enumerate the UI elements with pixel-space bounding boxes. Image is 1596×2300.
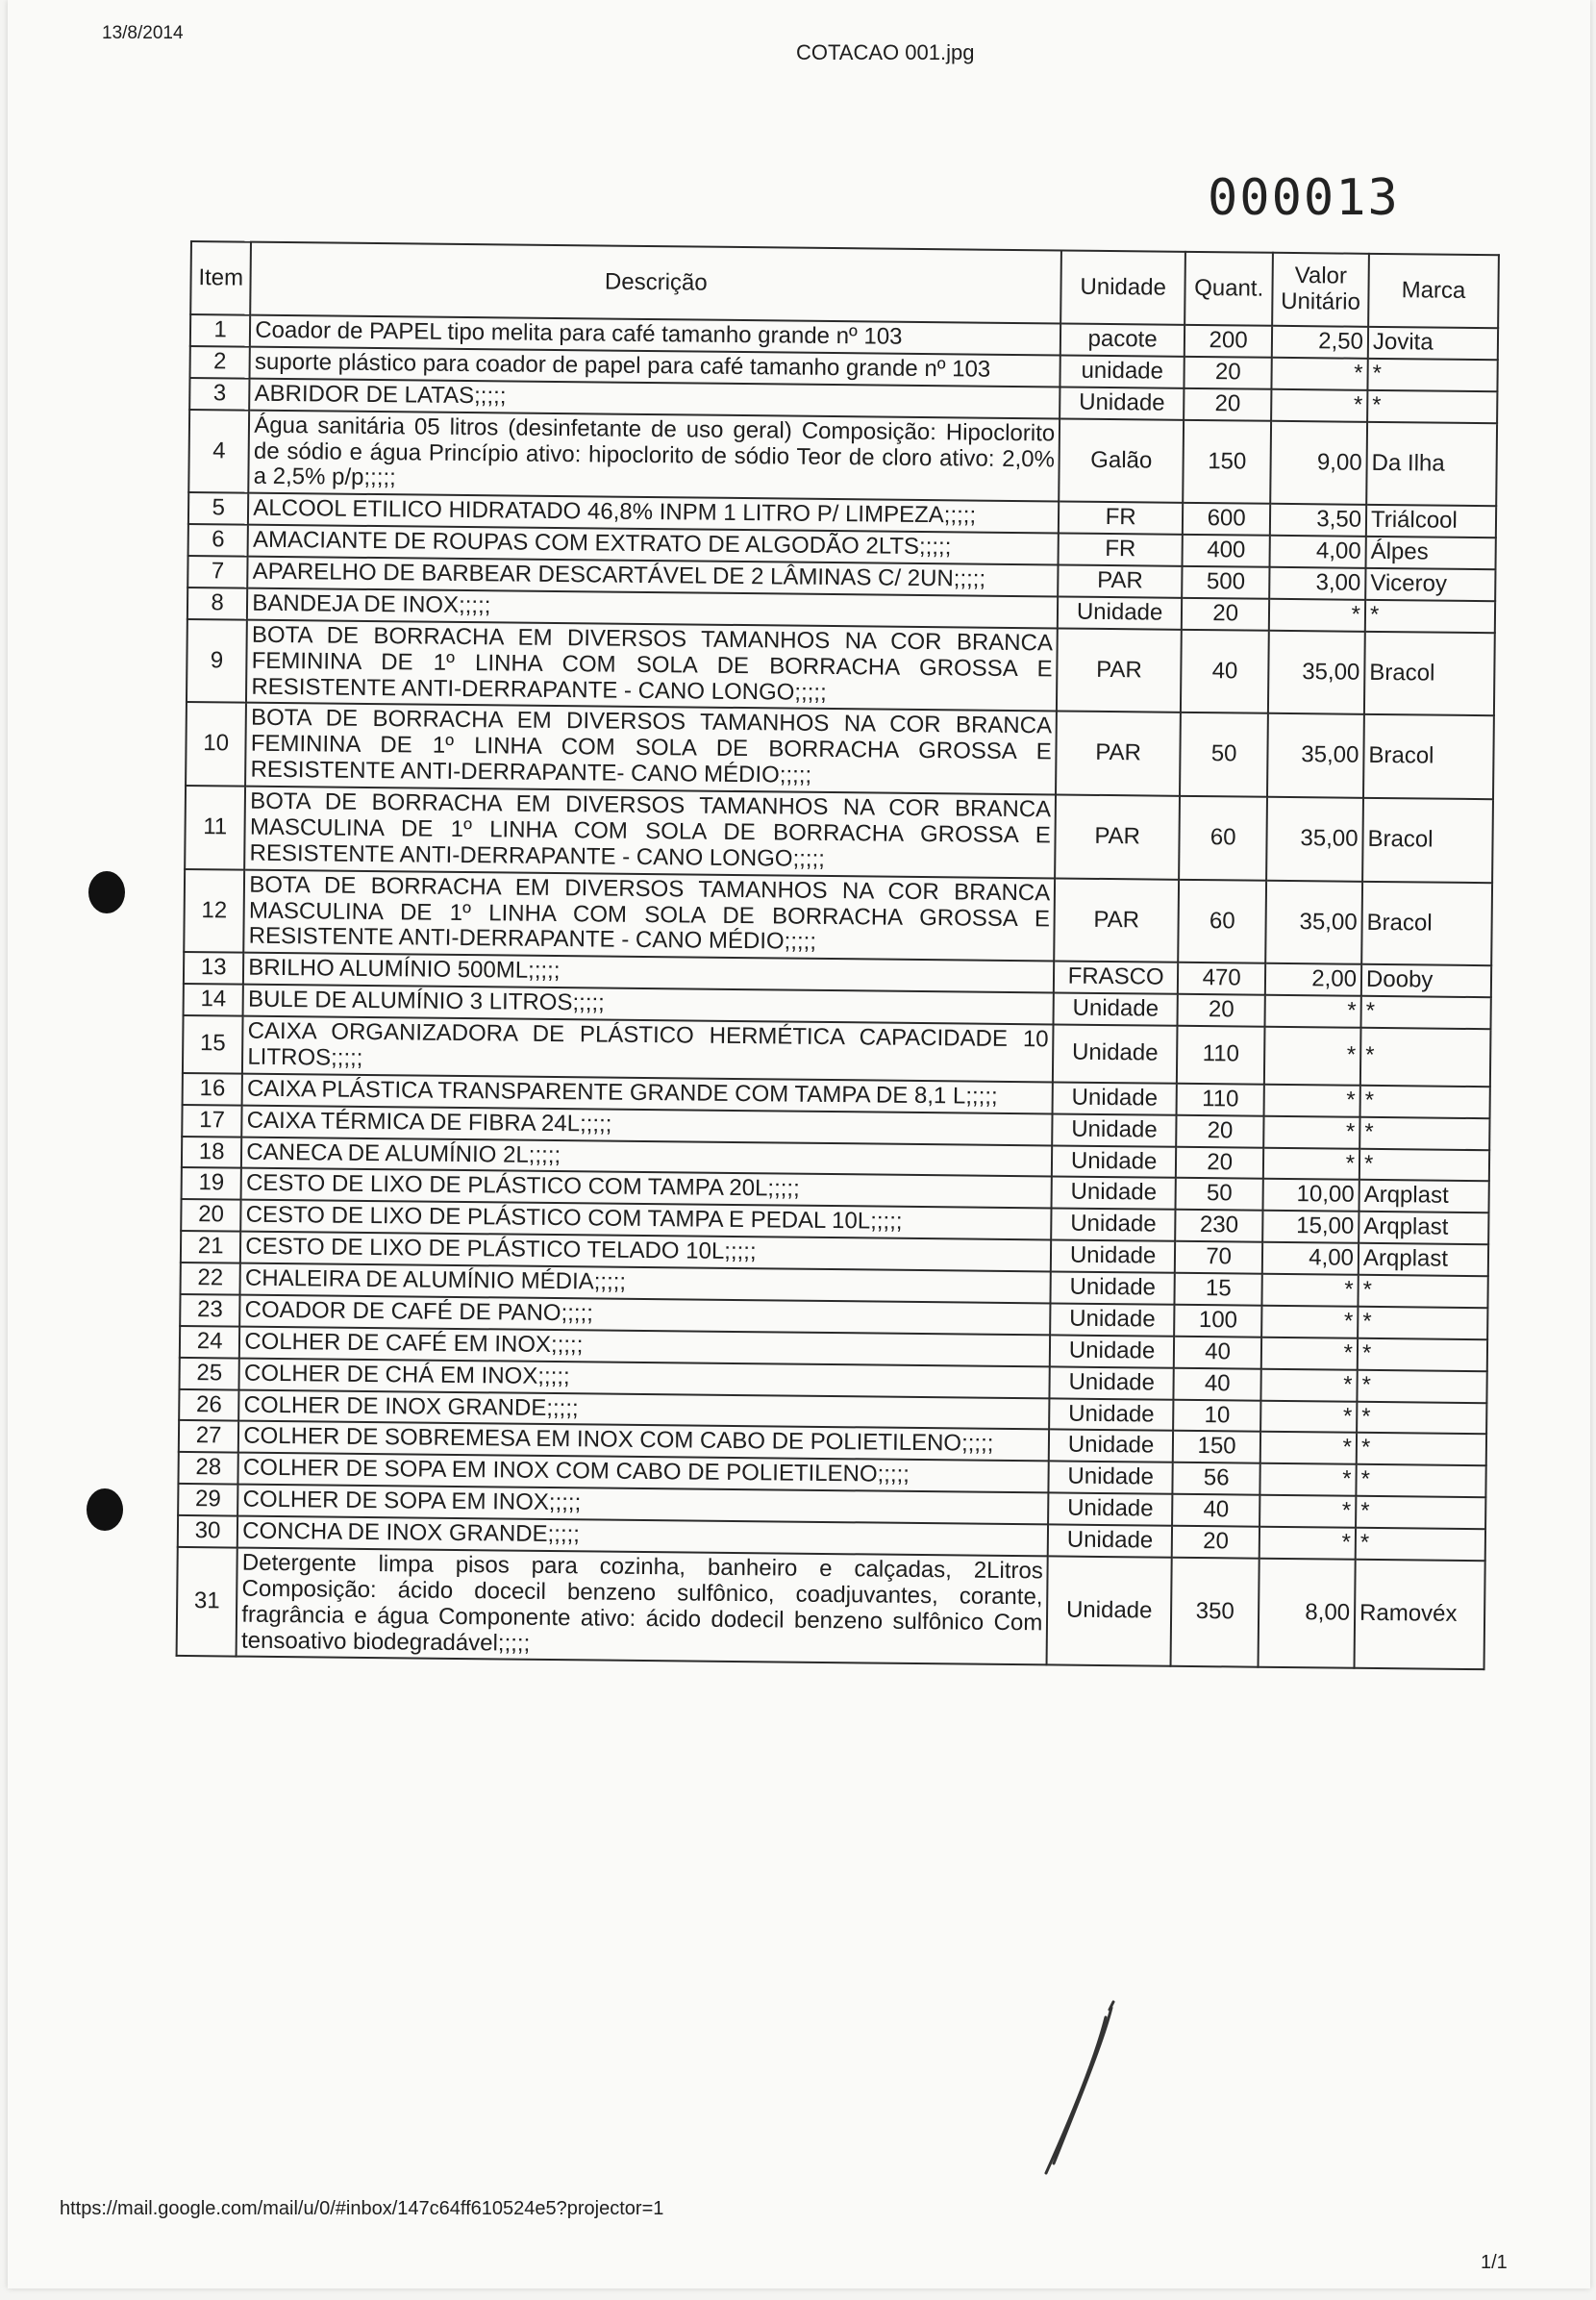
item-unit: pacote [1060, 323, 1185, 356]
item-unit-price: * [1263, 1147, 1359, 1180]
item-description: suporte plástico para coador de papel para café tamanho grande nº 103 [250, 347, 1060, 388]
item-unit: Unidade [1053, 1024, 1177, 1083]
item-unit: Unidade [1052, 1145, 1176, 1178]
item-unit: FR [1059, 502, 1183, 535]
item-unit: Unidade [1049, 1462, 1173, 1494]
item-quantity: 60 [1179, 796, 1267, 881]
item-unit-price: * [1261, 1368, 1358, 1401]
item-brand: Viceroy [1365, 568, 1495, 601]
item-brand: * [1356, 1528, 1485, 1561]
table-body [177, 314, 1499, 1670]
item-brand: * [1360, 996, 1490, 1029]
item-quantity: 40 [1174, 1337, 1262, 1369]
item-number: 27 [179, 1420, 239, 1453]
item-description: COLHER DE CAFÉ EM INOX;;;;; [239, 1326, 1050, 1366]
col-header-unit: Unidade [1060, 250, 1185, 324]
item-number: 15 [183, 1015, 243, 1073]
item-brand: * [1360, 1086, 1490, 1118]
item-number: 12 [184, 869, 244, 953]
item-brand: * [1356, 1496, 1485, 1529]
item-number: 9 [187, 619, 247, 703]
col-header-unit-price: Valor Unitário [1272, 253, 1368, 327]
item-unit: Unidade [1060, 387, 1184, 419]
item-unit-price: * [1261, 1306, 1358, 1338]
item-brand: Arqplast [1359, 1180, 1488, 1212]
item-number: 24 [180, 1326, 240, 1359]
item-unit: Unidade [1049, 1430, 1173, 1462]
item-unit-price: * [1271, 389, 1367, 422]
item-unit: Unidade [1054, 993, 1178, 1026]
item-description: CESTO DE LIXO DE PLÁSTICO COM TAMPA E PEDAL 10L;;;;; [240, 1200, 1051, 1240]
item-description: Detergente limpa pisos para cozinha, banheiro e calçadas, 2Litros Composição: ácido docecil benzeno sulfônico, coadjuvantes, corante, fragrância e água Componente ativo: ácido dodecil benzeno sulfônico Com tensoativo biodegradável;;;;; [237, 1547, 1048, 1664]
item-brand: Bracol [1363, 714, 1494, 799]
col-header-quantity: Quant. [1185, 252, 1273, 326]
item-brand: Dooby [1361, 964, 1491, 997]
item-unit: PAR [1058, 564, 1182, 597]
item-unit: Unidade [1051, 1209, 1175, 1241]
item-brand: * [1367, 359, 1497, 391]
item-brand: Bracol [1362, 798, 1493, 883]
item-brand: * [1357, 1433, 1486, 1465]
item-description: CANECA DE ALUMÍNIO 2L;;;;; [241, 1137, 1052, 1177]
item-brand: * [1357, 1369, 1486, 1402]
item-description: Coador de PAPEL tipo melita para café tamanho grande nº 103 [250, 315, 1060, 356]
item-quantity: 20 [1184, 357, 1272, 389]
item-quantity: 50 [1180, 712, 1268, 797]
item-number: 20 [181, 1199, 241, 1232]
item-quantity: 20 [1184, 388, 1272, 421]
table-row [187, 619, 1495, 716]
item-quantity: 20 [1177, 994, 1265, 1027]
item-unit: unidade [1060, 355, 1185, 388]
item-unit: Unidade [1048, 1493, 1172, 1526]
item-brand: Jovita [1368, 327, 1498, 360]
item-unit: Galão [1059, 418, 1184, 503]
item-number: 3 [189, 378, 250, 411]
item-number: 26 [179, 1388, 239, 1421]
item-unit-price: 9,00 [1271, 420, 1368, 505]
item-unit-price: 8,00 [1259, 1559, 1356, 1669]
item-description: COLHER DE INOX GRANDE;;;;; [238, 1389, 1049, 1430]
item-number: 8 [187, 588, 248, 620]
item-unit-price: 3,50 [1270, 504, 1366, 537]
item-number: 18 [182, 1136, 242, 1168]
item-unit: Unidade [1047, 1556, 1172, 1666]
item-description: CAIXA PLÁSTICA TRANSPARENTE GRANDE COM TAMPA DE 8,1 L;;;;; [242, 1073, 1053, 1113]
item-brand: * [1358, 1307, 1487, 1339]
item-brand: Álpes [1365, 537, 1495, 569]
col-header-item: Item [190, 241, 251, 315]
item-unit-price: * [1259, 1527, 1356, 1560]
item-unit-price: 3,00 [1269, 567, 1365, 600]
item-number: 13 [184, 952, 244, 985]
page-number-stamp: 000013 [1208, 169, 1400, 227]
item-number: 14 [184, 984, 244, 1016]
item-description: AMACIANTE DE ROUPAS COM EXTRATO DE ALGODÃO 2LTS;;;;; [248, 525, 1059, 565]
item-unit-price: * [1272, 358, 1368, 390]
item-number: 25 [179, 1358, 239, 1390]
item-quantity: 470 [1178, 962, 1266, 995]
item-unit: Unidade [1051, 1240, 1175, 1273]
item-quantity: 150 [1173, 1431, 1261, 1463]
item-number: 5 [188, 492, 249, 525]
item-quantity: 200 [1185, 325, 1273, 358]
item-unit: Unidade [1051, 1271, 1175, 1304]
item-number: 19 [182, 1167, 242, 1200]
item-brand: * [1358, 1338, 1487, 1371]
item-brand: * [1357, 1401, 1486, 1434]
item-unit-price: * [1260, 1463, 1357, 1496]
item-description: BRILHO ALUMÍNIO 500ML;;;;; [243, 953, 1054, 993]
item-quantity: 10 [1173, 1399, 1261, 1432]
item-unit: Unidade [1050, 1303, 1174, 1336]
item-description: Água sanitária 05 litros (desinfetante de uso geral) Composição: Hipoclorito de sódio e água Princípio ativo: hipoclorito de sódio Teor de cloro ativo: 2,0% a 2,5% p/p;;;;; [249, 410, 1060, 501]
item-unit: FRASCO [1054, 962, 1178, 994]
table-row [185, 786, 1493, 883]
item-quantity: 15 [1174, 1273, 1262, 1306]
print-date: 13/8/2014 [102, 23, 184, 43]
item-description: CAIXA TÉRMICA DE FIBRA 24L;;;;; [242, 1105, 1053, 1145]
item-description: CAIXA ORGANIZADORA DE PLÁSTICO HERMÉTICA CAPACIDADE 10 LITROS;;;;; [242, 1016, 1054, 1083]
item-number: 31 [177, 1547, 237, 1657]
item-description: BOTA DE BORRACHA EM DIVERSOS TAMANHOS NA COR BRANCA FEMININA DE 1º LINHA COM SOLA DE BORRACHA GROSSA E RESISTENTE ANTI-DERRAPANTE - CANO LONGO;;;;; [246, 619, 1058, 711]
item-unit: Unidade [1052, 1177, 1176, 1210]
item-description: ABRIDOR DE LATAS;;;;; [249, 378, 1060, 418]
item-unit: FR [1059, 534, 1183, 566]
item-unit-price: * [1264, 1115, 1360, 1148]
item-description: BULE DE ALUMÍNIO 3 LITROS;;;;; [243, 985, 1054, 1025]
item-brand: Ramovéx [1354, 1560, 1484, 1670]
punch-hole [88, 871, 125, 913]
item-description: APARELHO DE BARBEAR DESCARTÁVEL DE 2 LÂMINAS C/ 2UN;;;;; [247, 557, 1058, 597]
item-unit: Unidade [1050, 1335, 1174, 1367]
item-brand: * [1359, 1116, 1489, 1149]
item-description: COADOR DE CAFÉ DE PANO;;;;; [239, 1294, 1050, 1335]
item-quantity: 20 [1176, 1146, 1264, 1179]
item-unit: Unidade [1052, 1113, 1176, 1146]
item-brand: * [1365, 600, 1495, 633]
item-number: 29 [178, 1484, 238, 1516]
item-unit-price: * [1260, 1400, 1357, 1433]
item-number: 22 [181, 1262, 241, 1295]
item-unit-price: * [1264, 1027, 1360, 1086]
table-row [184, 869, 1492, 966]
item-unit: Unidade [1058, 596, 1182, 629]
item-unit-price: * [1264, 1084, 1360, 1116]
item-number: 28 [178, 1452, 238, 1485]
item-brand: * [1356, 1464, 1485, 1497]
item-quantity: 40 [1172, 1494, 1260, 1527]
item-unit-price: 4,00 [1270, 536, 1366, 568]
item-unit-price: 35,00 [1266, 797, 1363, 882]
item-description: BOTA DE BORRACHA EM DIVERSOS TAMANHOS NA COR BRANCA FEMININA DE 1º LINHA COM SOLA DE BORRACHA GROSSA E RESISTENTE ANTI-DERRAPANTE- CANO MÉDIO;;;;; [245, 703, 1057, 794]
table-header-row [190, 241, 1499, 328]
item-number: 7 [187, 556, 248, 588]
item-brand: Bracol [1361, 881, 1492, 965]
item-description: COLHER DE SOBREMESA EM INOX COM CABO DE POLIETILENO;;;;; [238, 1421, 1049, 1462]
item-brand: * [1359, 1148, 1489, 1181]
item-number: 23 [180, 1294, 240, 1327]
item-description: COLHER DE SOPA EM INOX;;;;; [237, 1485, 1048, 1525]
item-number: 17 [182, 1105, 242, 1138]
item-description: COLHER DE SOPA EM INOX COM CABO DE POLIETILENO;;;;; [238, 1453, 1049, 1493]
item-quantity: 100 [1174, 1305, 1262, 1338]
item-quantity: 500 [1182, 566, 1270, 599]
item-unit-price: * [1262, 1274, 1359, 1307]
item-unit: Unidade [1050, 1366, 1174, 1399]
item-quantity: 60 [1178, 879, 1266, 963]
item-unit-price: * [1261, 1337, 1358, 1369]
item-unit: Unidade [1048, 1524, 1172, 1557]
item-unit-price: * [1269, 599, 1365, 632]
item-description: COLHER DE CHÁ EM INOX;;;;; [239, 1358, 1050, 1398]
item-unit: PAR [1055, 794, 1180, 879]
item-number: 1 [190, 314, 251, 347]
item-description: CESTO DE LIXO DE PLÁSTICO COM TAMPA 20L;;;;; [241, 1168, 1052, 1209]
item-unit-price: * [1259, 1495, 1356, 1528]
item-quantity: 40 [1173, 1367, 1261, 1400]
item-brand: * [1367, 390, 1497, 423]
item-unit-price: 35,00 [1267, 713, 1364, 798]
item-brand: Triálcool [1366, 505, 1496, 538]
item-quantity: 20 [1176, 1114, 1264, 1147]
item-unit: Unidade [1049, 1398, 1173, 1431]
item-number: 2 [190, 346, 251, 379]
item-unit: Unidade [1053, 1082, 1177, 1114]
item-quantity: 110 [1177, 1026, 1265, 1085]
file-title: COTACAO 001.jpg [796, 40, 975, 64]
item-number: 30 [178, 1515, 238, 1548]
item-brand: Arqplast [1359, 1243, 1488, 1276]
item-quantity: 20 [1182, 598, 1270, 631]
punch-hole [87, 1488, 123, 1531]
item-quantity: 350 [1171, 1558, 1260, 1667]
item-brand: Bracol [1364, 632, 1495, 716]
item-quantity: 20 [1172, 1526, 1260, 1559]
item-quantity: 40 [1181, 630, 1269, 714]
col-header-brand: Marca [1368, 254, 1499, 328]
item-description: BOTA DE BORRACHA EM DIVERSOS TAMANHOS NA COR BRANCA MASCULINA DE 1º LINHA COM SOLA DE BORRACHA GROSSA E RESISTENTE ANTI-DERRAPANTE - CANO LONGO;;;;; [244, 787, 1056, 878]
item-quantity: 150 [1183, 419, 1271, 504]
item-brand: * [1358, 1275, 1487, 1308]
item-description: ALCOOL ETILICO HIDRATADO 46,8% INPM 1 LITRO P/ LIMPEZA;;;;; [248, 493, 1059, 534]
item-number: 4 [188, 410, 249, 493]
scanned-page [8, 0, 1590, 2288]
table-row [186, 702, 1494, 799]
footer-page-count: 1/1 [1481, 2252, 1508, 2273]
item-unit: PAR [1054, 878, 1179, 962]
item-unit-price: 35,00 [1268, 631, 1365, 715]
item-description: CESTO DE LIXO DE PLÁSTICO TELADO 10L;;;;; [240, 1232, 1051, 1272]
item-description: BANDEJA DE INOX;;;;; [247, 588, 1058, 629]
table-row [188, 410, 1497, 507]
item-number: 16 [183, 1073, 243, 1106]
item-quantity: 56 [1172, 1462, 1260, 1495]
item-brand: Da Ilha [1366, 421, 1497, 506]
item-number: 10 [186, 702, 246, 786]
item-unit-price: 15,00 [1262, 1211, 1359, 1243]
item-quantity: 50 [1175, 1178, 1263, 1211]
item-quantity: 230 [1175, 1210, 1263, 1242]
item-quantity: 600 [1183, 503, 1271, 536]
signature [1017, 2000, 1123, 2183]
item-unit: PAR [1057, 628, 1182, 712]
item-brand: Arqplast [1359, 1212, 1488, 1244]
item-unit-price: * [1260, 1432, 1357, 1464]
item-quantity: 70 [1175, 1241, 1263, 1274]
item-quantity: 400 [1182, 535, 1270, 567]
item-unit-price: 2,50 [1272, 326, 1368, 359]
item-quantity: 110 [1177, 1084, 1265, 1116]
item-unit: PAR [1056, 712, 1181, 796]
item-number: 6 [188, 524, 249, 557]
item-unit-price: 2,00 [1265, 963, 1361, 996]
item-description: CONCHA DE INOX GRANDE;;;;; [237, 1516, 1048, 1557]
item-unit-price: 35,00 [1266, 880, 1363, 964]
table-row [177, 1547, 1485, 1670]
item-number: 11 [185, 786, 245, 869]
item-brand: * [1360, 1028, 1491, 1087]
item-number: 21 [181, 1231, 241, 1263]
item-unit-price: 10,00 [1263, 1179, 1359, 1212]
item-unit-price: * [1265, 995, 1361, 1028]
item-description: CHALEIRA DE ALUMÍNIO MÉDIA;;;;; [240, 1263, 1051, 1304]
item-description: BOTA DE BORRACHA EM DIVERSOS TAMANHOS NA COR BRANCA MASCULINA DE 1º LINHA COM SOLA DE BORRACHA GROSSA E RESISTENTE ANTI-DERRAPANTE - CANO MÉDIO;;;;; [244, 869, 1056, 961]
col-header-description: Descrição [250, 242, 1061, 324]
quotation-table [176, 240, 1500, 1671]
item-unit-price: 4,00 [1262, 1242, 1359, 1275]
footer-url: https://mail.google.com/mail/u/0/#inbox/147c64ff610524e5?projector=1 [60, 2198, 664, 2219]
